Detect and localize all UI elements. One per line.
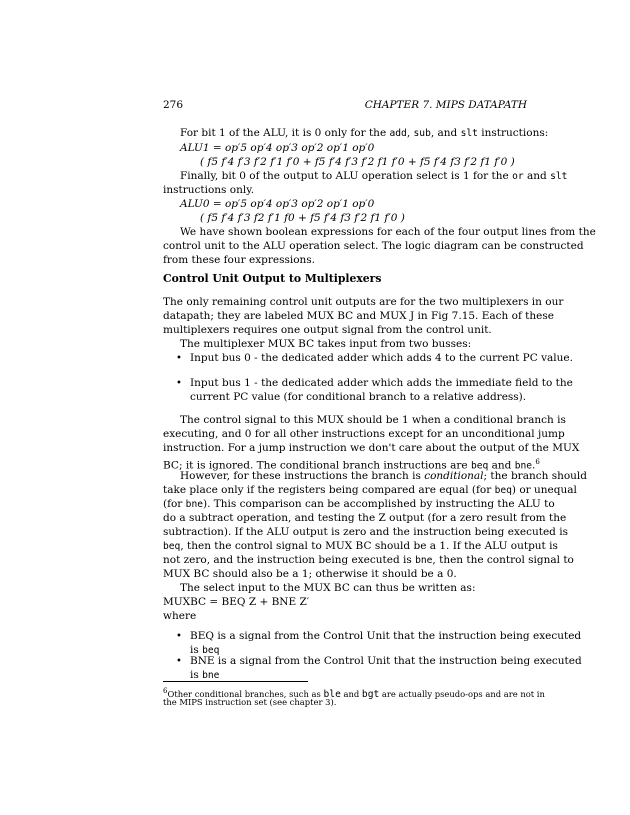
footnote: $^6$Other conditional branches, such as ble and bgt are actually pseudo-ops and are not in	[163, 687, 545, 700]
paragraph-line: subtraction). If the ALU output is zero and the instruction being executed is	[163, 526, 568, 538]
bullet-icon: •	[176, 378, 182, 389]
paragraph-line: from these four expressions.	[163, 254, 316, 266]
footnote-line: the MIPS instruction set (see chapter 3).	[163, 697, 337, 707]
paragraph-line: However, for these instructions the branch is conditional; the branch should	[180, 470, 588, 482]
paragraph-line: The only remaining control unit outputs are for the two multiplexers in our	[163, 296, 564, 308]
paragraph-line: take place only if the registers being compared are equal (for beq) or unequal	[163, 484, 577, 496]
paragraph-line: For bit 1 of the ALU, it is 0 only for the add, sub, and slt instructions:	[180, 127, 549, 139]
paragraph-line: datapath; they are labeled MUX BC and MUX J in Fig 7.15. Each of these	[163, 310, 554, 322]
paragraph-line: We have shown boolean expressions for each of the four output lines from the	[180, 226, 596, 238]
list-item-continued: is bne	[190, 669, 220, 681]
paragraph-line: Finally, bit 0 of the output to ALU operation select is 1 for the or and slt	[180, 170, 568, 182]
list-item-continued: is beq	[190, 644, 220, 656]
paragraph-line: do a subtract operation, and testing the Z output (for a zero result from the	[163, 512, 567, 524]
list-item: Input bus 0 - the dedicated adder which adds 4 to the current PC value.	[190, 352, 573, 364]
list-item-continued: current PC value (for conditional branch to a relative address).	[190, 391, 527, 403]
list-item: Input bus 1 - the dedicated adder which adds the immediate field to the	[190, 377, 573, 389]
paragraph-line: where	[163, 610, 197, 622]
paragraph-line: executing, and 0 for all other instructions except for an unconditional jump	[163, 428, 565, 440]
paragraph-line: BC; it is ignored. The conditional branch instructions are beq and bne.$^6$	[163, 458, 540, 472]
list-item: BEQ is a signal from the Control Unit that the instruction being executed	[190, 630, 582, 642]
equation-alu1-terms: ( f5 f′4 f′3 f′2 f′1 f′0 + f5 f′4 f′3 f′2 f1 f′0 + f5 f′4 f3 f′2 f1 f′0 )	[200, 156, 515, 168]
page-number: 276	[163, 99, 184, 111]
paragraph-line: The control signal to this MUX should be 1 when a conditional branch is	[180, 414, 566, 426]
paragraph-line: beq, then the control signal to MUX BC should be a 1. If the ALU output is	[163, 540, 558, 552]
paragraph-line: (for bne). This comparison can be accomplished by instructing the ALU to	[163, 498, 555, 510]
equation-muxbc: MUXBC = BEQ Z + BNE Z′	[163, 596, 310, 608]
section-heading: Control Unit Output to Multiplexers	[163, 272, 382, 285]
paragraph-line: instruction. For a jump instruction we don't care about the output of the MUX	[163, 442, 580, 454]
paragraph-line: The select input to the MUX BC can thus be written as:	[180, 582, 476, 594]
footnote-rule	[163, 681, 308, 682]
list-item: BNE is a signal from the Control Unit that the instruction being executed	[190, 655, 582, 667]
paragraph-line: The multiplexer MUX BC takes input from two busses:	[180, 338, 472, 350]
equation-alu0: ALU0 = op′5 op′4 op′3 op′2 op′1 op′0	[180, 198, 375, 210]
paragraph-line: not zero, and the instruction being executed is bne, then the control signal to	[163, 554, 574, 566]
bullet-icon: •	[176, 353, 182, 364]
equation-alu0-terms: ( f5 f′4 f′3 f2 f′1 f0 + f5 f′4 f3 f′2 f1 f′0 )	[200, 212, 405, 224]
equation-alu1: ALU1 = op′5 op′4 op′3 op′2 op′1 op′0	[180, 142, 375, 154]
paragraph-line: control unit to the ALU operation select. The logic diagram can be constructed	[163, 240, 584, 252]
bullet-icon: •	[176, 631, 182, 642]
footnote-marker: 6	[535, 458, 540, 466]
paragraph-line: multiplexers requires one output signal from the control unit.	[163, 324, 492, 336]
paragraph-line: instructions only.	[163, 184, 255, 196]
chapter-title: CHAPTER 7. MIPS DATAPATH	[364, 99, 527, 111]
bullet-icon: •	[176, 656, 182, 667]
paragraph-line: MUX BC should also be a 1; otherwise it should be a 0.	[163, 568, 457, 580]
